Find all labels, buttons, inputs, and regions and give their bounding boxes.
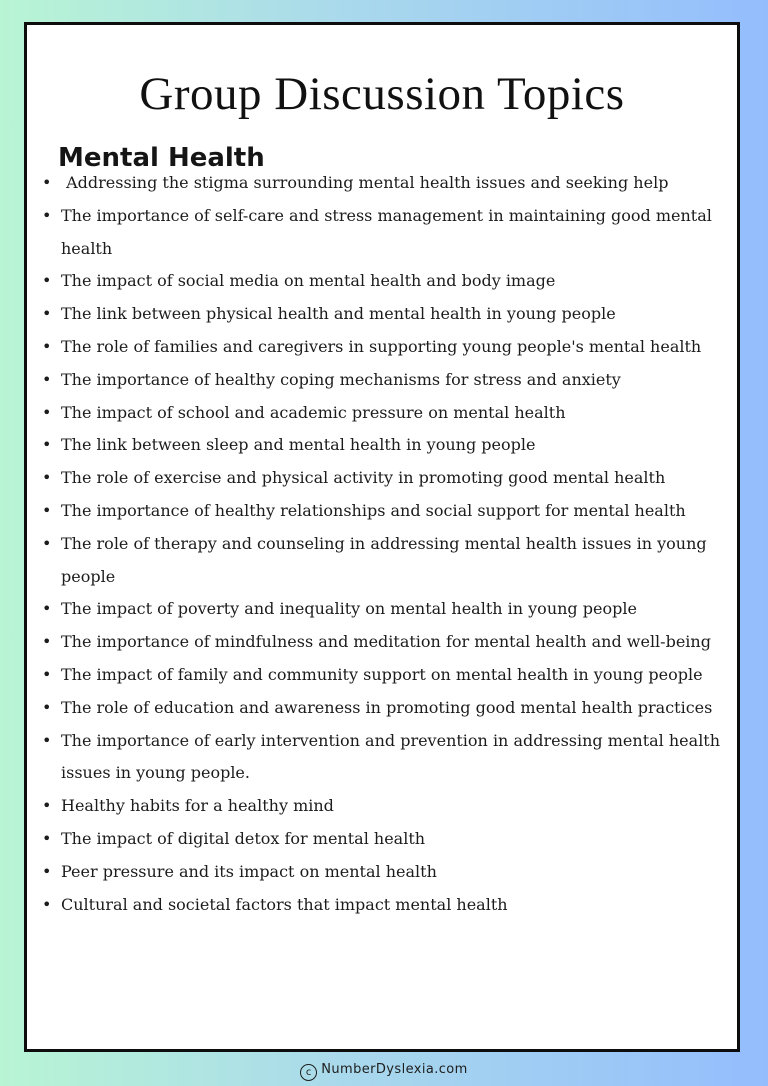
topic-text: Cultural and societal factors that impact mental health: [61, 894, 508, 914]
section-heading: Mental Health: [58, 143, 265, 173]
topic-text: The link between physical health and mental health in young people: [61, 304, 616, 324]
bullet-icon: •: [42, 796, 52, 816]
list-item: [27, 593, 727, 626]
bullet-icon: •: [42, 173, 52, 192]
bullet-icon: •: [42, 730, 52, 750]
topic-text: The importance of healthy coping mechanisms for stress and anxiety: [61, 369, 621, 389]
bullet-icon: •: [42, 304, 52, 324]
worksheet-card: [24, 22, 740, 1052]
list-item: [27, 725, 727, 791]
bullet-icon: •: [42, 697, 52, 717]
topic-text: The importance of self-care and stress management in maintaining good mental health: [61, 205, 717, 258]
bullet-icon: •: [42, 861, 52, 881]
topic-text: The importance of healthy relationships and social support for mental health: [61, 500, 686, 520]
list-item: [27, 790, 727, 823]
bullet-icon: •: [42, 599, 52, 619]
list-item: [27, 856, 727, 889]
topic-text: The importance of early intervention and prevention in addressing mental health issues in young people.: [61, 730, 726, 783]
bullet-icon: •: [42, 205, 52, 225]
bullet-icon: •: [42, 468, 52, 488]
list-item: [27, 429, 727, 462]
list-item: [27, 462, 727, 495]
topic-text: The link between sleep and mental health in young people: [61, 435, 536, 455]
list-item: [27, 495, 727, 528]
topic-text: The impact of digital detox for mental health: [61, 828, 426, 848]
bullet-icon: •: [42, 369, 52, 389]
list-item: [27, 364, 727, 397]
list-item: [27, 889, 727, 922]
list-item: [27, 167, 727, 200]
bullet-icon: •: [42, 664, 52, 684]
topic-text: Addressing the stigma surrounding mental health issues and seeking help: [61, 173, 669, 192]
bullet-icon: •: [42, 500, 52, 520]
bullet-icon: •: [42, 435, 52, 455]
list-item: [27, 626, 727, 659]
list-item: [27, 528, 727, 594]
bullet-icon: •: [42, 402, 52, 422]
bullet-icon: •: [42, 894, 52, 914]
topic-text: The impact of school and academic pressure on mental health: [61, 402, 566, 422]
list-item: [27, 298, 727, 331]
bullet-icon: •: [42, 271, 52, 291]
list-item: [27, 692, 727, 725]
list-item: [27, 200, 727, 266]
topic-text: The role of education and awareness in promoting good mental health practices: [61, 697, 713, 717]
copyright-icon: c: [300, 1064, 317, 1081]
footer-site-name: NumberDyslexia.com: [321, 1062, 468, 1077]
bullet-icon: •: [42, 828, 52, 848]
topic-text: The importance of mindfulness and meditation for mental health and well-being: [61, 632, 711, 652]
bullet-icon: •: [42, 533, 52, 553]
list-item: [27, 397, 727, 430]
bullet-icon: •: [42, 336, 52, 356]
list-item: [27, 659, 727, 692]
topic-text: Healthy habits for a healthy mind: [61, 796, 334, 816]
topic-list: [27, 167, 727, 921]
topic-text: The role of therapy and counseling in addressing mental health issues in young people: [61, 533, 712, 586]
footer: [0, 1061, 768, 1081]
list-item: [27, 823, 727, 856]
topic-text: The impact of social media on mental health and body image: [61, 271, 556, 291]
list-item: [27, 265, 727, 298]
topic-text: The role of families and caregivers in supporting young people's mental health: [61, 336, 702, 356]
topic-text: Peer pressure and its impact on mental health: [61, 861, 437, 881]
page-title: Group Discussion Topics: [139, 68, 625, 120]
topic-text: The impact of poverty and inequality on mental health in young people: [61, 599, 637, 619]
bullet-icon: •: [42, 632, 52, 652]
topic-text: The role of exercise and physical activity in promoting good mental health: [61, 468, 666, 488]
topic-text: The impact of family and community support on mental health in young people: [61, 664, 703, 684]
list-item: [27, 331, 727, 364]
